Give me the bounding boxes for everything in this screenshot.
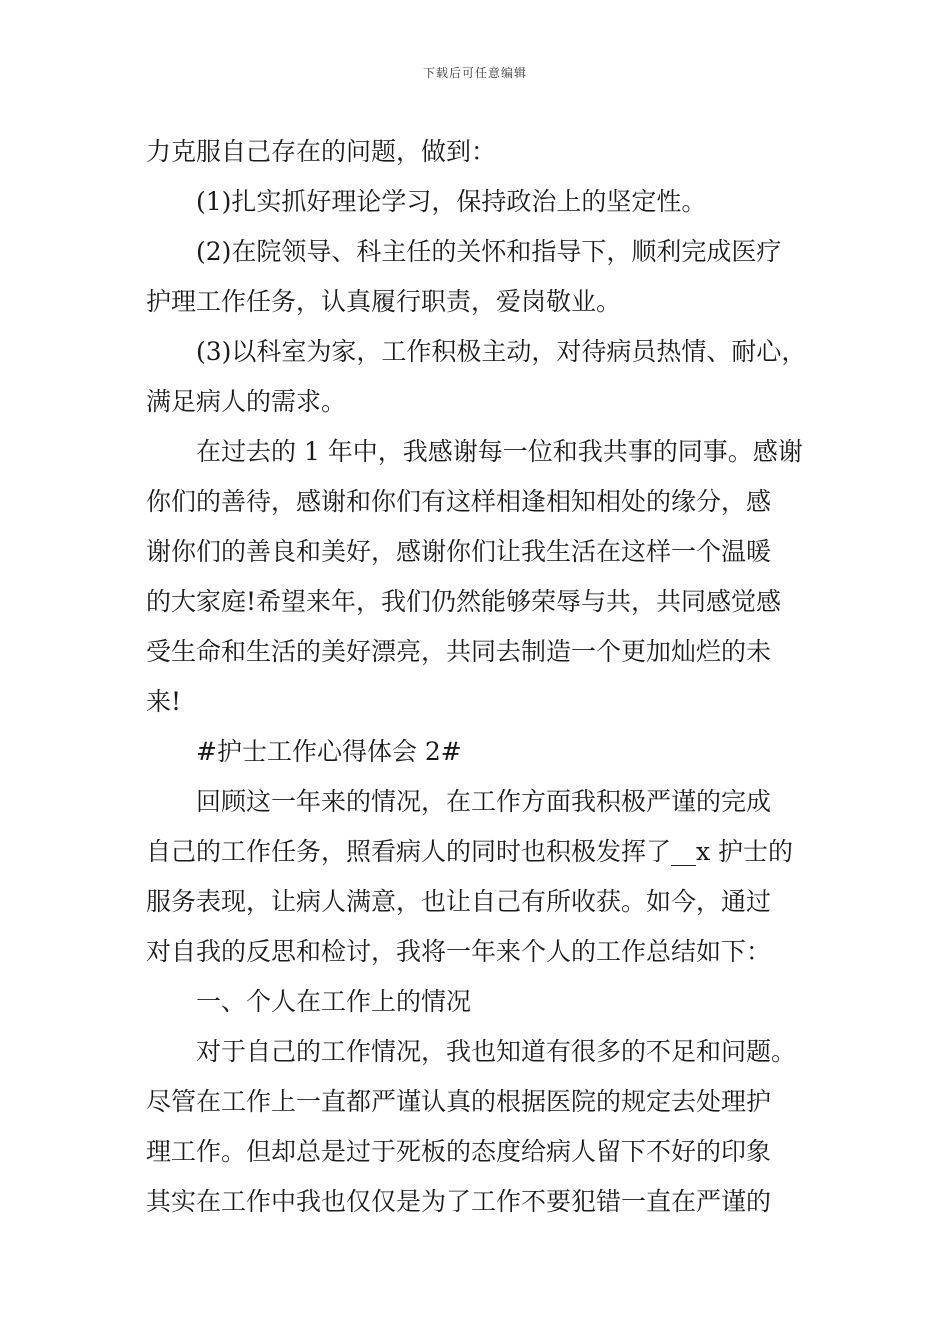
text-line: 回顾这一年来的情况，在工作方面我积极严谨的完成 <box>196 787 772 816</box>
text-line: 理工作。但却总是过于死板的态度给病人留下不好的印象 <box>146 1137 772 1166</box>
text-line: (2)在院领导、科主任的关怀和指导下，顺利完成医疗 <box>196 237 782 266</box>
text-line: 你们的善待，感谢和你们有这样相逢相知相处的缘分，感 <box>146 487 772 516</box>
page-header: 下载后可任意编辑 <box>422 66 527 80</box>
text-line: 谢你们的善良和美好，感谢你们让我生活在这样一个温暖 <box>146 537 772 566</box>
text-line: 自己的工作任务，照看病人的同时也积极发挥了__x 护士的 <box>146 837 794 866</box>
text-line: 受生命和生活的美好漂亮，共同去制造一个更加灿烂的未 <box>146 637 772 666</box>
text-line: 护理工作任务，认真履行职责，爱岗敬业。 <box>146 287 622 316</box>
document-body <box>146 127 826 1227</box>
text-line: (3)以科室为家，工作积极主动，对待病员热情、耐心， <box>196 337 807 366</box>
text-line: 其实在工作中我也仅仅是为了工作不要犯错一直在严谨的 <box>146 1187 772 1216</box>
section-heading: #护士工作心得体会 2# <box>196 737 462 766</box>
text-line: 来! <box>146 687 182 716</box>
text-line: 在过去的 1 年中，我感谢每一位和我共事的同事。感谢 <box>196 437 803 466</box>
text-line: 对自我的反思和检讨，我将一年来个人的工作总结如下： <box>146 937 772 966</box>
text-line: 尽管在工作上一直都严谨认真的根据医院的规定去处理护 <box>146 1087 772 1116</box>
text-line: 对于自己的工作情况，我也知道有很多的不足和问题。 <box>196 1037 797 1066</box>
subsection-heading: 一、个人在工作上的情况 <box>196 987 472 1016</box>
text-line: 满足病人的需求。 <box>146 387 347 416</box>
text-line: (1)扎实抓好理论学习，保持政治上的坚定性。 <box>196 187 707 216</box>
text-line: 力克服自己存在的问题，做到： <box>146 137 497 166</box>
text-line: 服务表现，让病人满意，也让自己有所收获。如今，通过 <box>146 887 772 916</box>
text-line: 的大家庭!希望来年，我们仍然能够荣辱与共，共同感觉感 <box>146 587 782 616</box>
